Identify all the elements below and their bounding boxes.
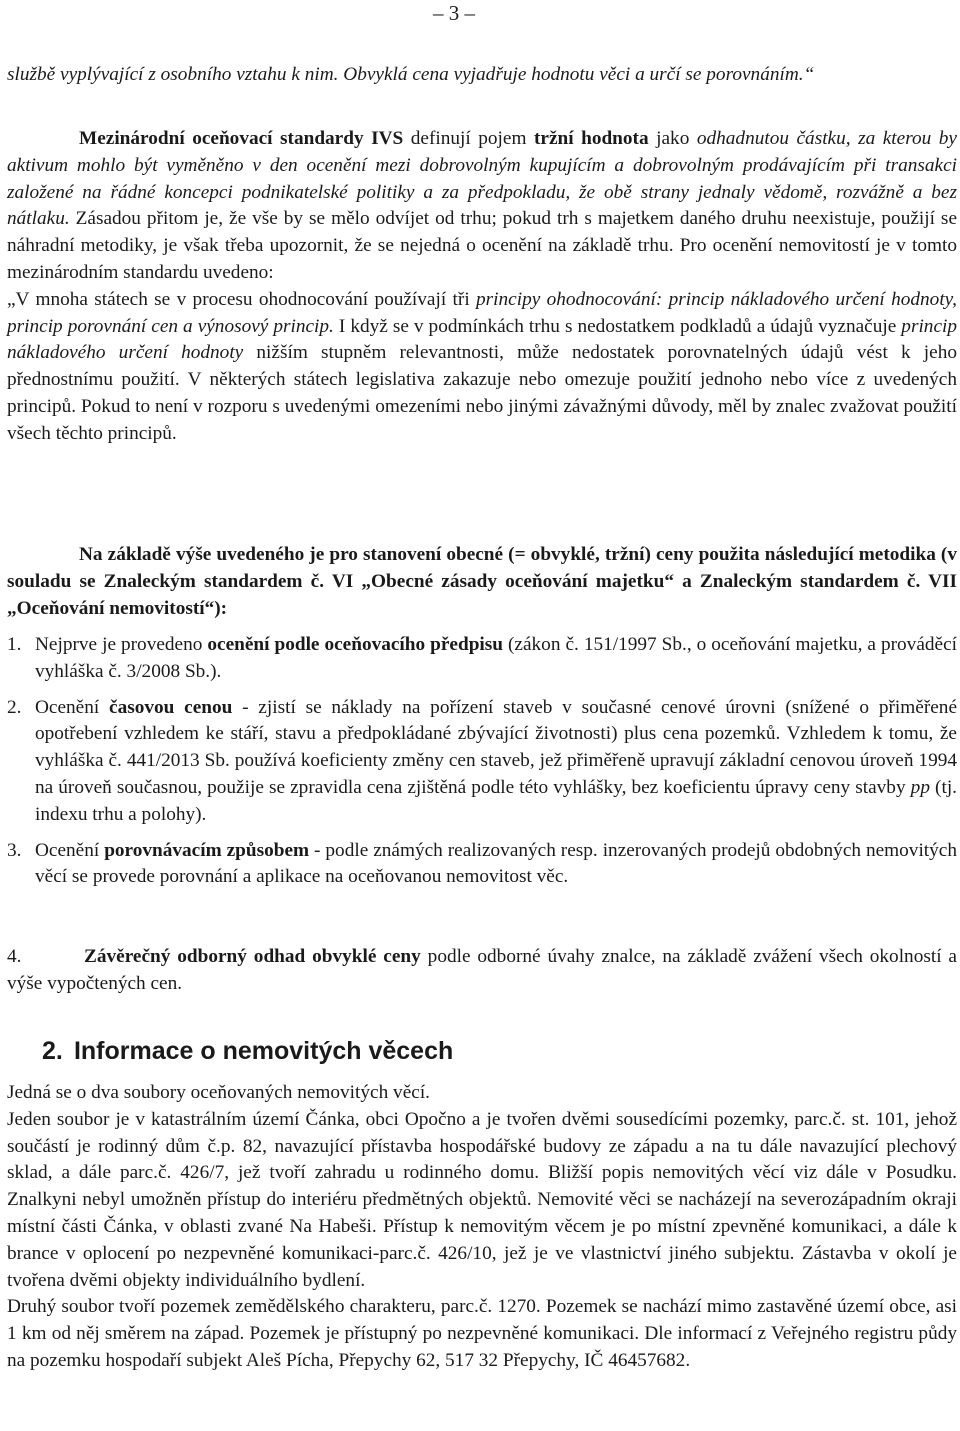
section-paragraph: Jedná se o dva soubory oceňovaných nemovitých věcí.	[7, 1082, 430, 1103]
paragraph-intro-end	[7, 62, 957, 89]
list-item-term: časovou cenou	[109, 696, 233, 718]
list-item	[7, 695, 957, 829]
section-paragraph: Druhý soubor tvoří pozemek zemědělského charakteru, parc.č. 1270. Pozemek se nachází mimo zastavěné území obce, asi 1 km od něj směrem na západ. Pozemek je přístupný po nezpevněné komunikaci. Dle informací z Veřejného registru půdy na pozemku hospodaří subjekt Aleš Pícha, Přepychy 62, 517 32 Přepychy, IČ 46457682.	[7, 1296, 957, 1371]
page-number: – 3 –	[433, 1, 475, 25]
methodology-list	[7, 632, 957, 891]
text-segment: definují pojem	[403, 128, 534, 149]
text-segment: - podle známých realizovaných resp. inzerovaných prodejů obdobných nemovitých věcí se provede porovnání a aplikace na oceňovanou nemovitost věc.	[35, 839, 957, 888]
list-item-term: porovnávacím způsobem	[104, 839, 310, 861]
text-segment: (tj. indexu trhu a polohy).	[35, 776, 957, 825]
text-segment: Zásadou přitom je, že vše by se mělo odvíjet od trhu; pokud trh s majetkem daného druhu neexistuje, použijí se náhradní metodiky, je však třeba upozornit, že se nejedná o ocenění na základě trhu. Pro ocenění nemovitostí je v tomto mezinárodním standardu uvedeno:	[7, 208, 957, 283]
ivs-definition	[7, 126, 957, 287]
text-segment: „V mnoha státech se v procesu ohodnocování používají tři	[7, 288, 477, 310]
list-item	[7, 632, 957, 686]
section-number: 2.	[42, 1037, 63, 1065]
text-segment: Ocenění	[35, 696, 110, 718]
section-paragraph: Jeden soubor je v katastrálním území Čánka, obci Opočno a je tvořen dvěmi sousedícími pozemky, parc.č. st. 101, jehož součástí je rodinný dům č.p. 82, navazující přístavba hospodářské budovy ze západu a na tu dále navazující plechový sklad, a dále parc.č. 426/7, jež tvoří zahradu u rodinného domu. Bližší popis nemovitých věcí viz dále v Posudku. Znalkyni nebyl umožněn přístup do interiéru předmětných objektů. Nemovité věci se nacházejí na severozápadním okraji místní části Čánka, v oblasti zvané Na Habeši. Přístup k nemovitým věcem je po místní zpevněné komunikaci, a dále k brance v oplocení po nezpevněné komunikaci-parc.č. 426/10, jež je ve vlastnictví jiného subjektu. Zástavba v okolí je tvořena dvěmi objekty individuálního bydlení.	[7, 1108, 957, 1291]
text-segment: Ocenění	[35, 839, 105, 861]
cost-principle: princip nákladového určení hodnoty	[7, 315, 957, 364]
text-segment: (zákon č. 151/1997 Sb., o oceňování majetku, a prováděcí vyhláška č. 3/2008 Sb.).	[35, 634, 957, 682]
list-number: 1.	[7, 634, 22, 655]
text-segment: - zjistí se náklady na pořízení staveb v současné cenové úrovni (snížené o přiměřené opotřebení vzhledem ke stáří, stavu a předpokládané zbývající životnosti) plus cena pozemků. Vzhledem k tomu, že vyhláška č. 441/2013 Sb. používá koeficienty změny cen staveb, jež přiměřeně upravují základní cenovou úroveň 1994 na úroveň současnou, použije se zpravidla cena zjištěná podle této vyhlášky, bez koeficientu úpravy ceny stavby	[35, 696, 958, 798]
section-heading	[7, 1036, 957, 1066]
text-segment: podle odborné úvahy znalce, na základě zvážení všech okolností a výše vypočtených cen.	[7, 946, 957, 994]
section-title: Informace o nemovitých věcech	[73, 1037, 454, 1065]
methodology-heading-block	[7, 542, 957, 622]
list-number: 4.	[7, 946, 22, 967]
final-estimate-item	[7, 944, 957, 998]
methodology-heading: Na základě výše uvedeného je pro stanovení obecné (= obvyklé, tržní) ceny použita následující metodika (v souladu se Znaleckým standardem č. VI „Obecné zásady oceňování majetku“ a Znaleckým standardem č. VII „Oceňování nemovitostí“):	[7, 544, 957, 619]
list-number: 2.	[7, 696, 22, 718]
text-segment: jako	[648, 128, 697, 149]
paragraph-ivs	[7, 126, 957, 448]
ivs-term: Mezinárodní oceňovací standardy IVS	[79, 128, 404, 149]
text-segment: I když se v podmínkách trhu s nedostatkem podkladů a údajů vyznačuje	[333, 315, 902, 337]
list-item-italic: pp	[910, 776, 930, 798]
ivs-quote	[7, 287, 957, 448]
list-item-term: ocenění podle oceňovacího předpisu	[207, 634, 504, 655]
list-item-term: Závěrečný odborný odhad obvyklé ceny	[84, 946, 421, 967]
section-heading-block	[7, 1036, 957, 1066]
quote-ending: službě vyplývající z osobního vztahu k nim. Obvyklá cena vyjadřuje hodnotu věci a určí se porovnáním.“	[7, 64, 815, 85]
list-number: 3.	[7, 839, 22, 861]
list-item	[7, 944, 957, 998]
market-value-term: tržní hodnota	[533, 128, 649, 149]
valuation-principles: principy ohodnocování: princip nákladového určení hodnoty, princip porovnání cen a výnosový princip.	[7, 288, 957, 337]
market-value-definition: odhadnutou částku, za kterou by aktivum mohlo být vyměněno v den ocenění mezi dobrovolným kupujícím a dobrovolným prodávajícím při transakci založené na řádné koncepci podnikatelské politiky a za předpokladu, že obě strany jednaly vědomě, rozvážně a bez nátlaku.	[7, 128, 957, 230]
list-item	[7, 838, 957, 892]
section-body	[7, 1080, 957, 1375]
text-segment: Nejprve je provedeno	[35, 634, 208, 655]
text-segment: nižším stupněm relevantnosti, může nedostatek porovnatelných údajů vést k jeho přednostnímu použití. V některých státech legislativa zakazuje nebo omezuje použití jednoho nebo více z uvedených principů. Pokud to není v rozporu s uvedenými omezeními nebo jinými závažnými důvody, měl by znalec zvažovat použití všech těchto principů.	[7, 342, 957, 444]
